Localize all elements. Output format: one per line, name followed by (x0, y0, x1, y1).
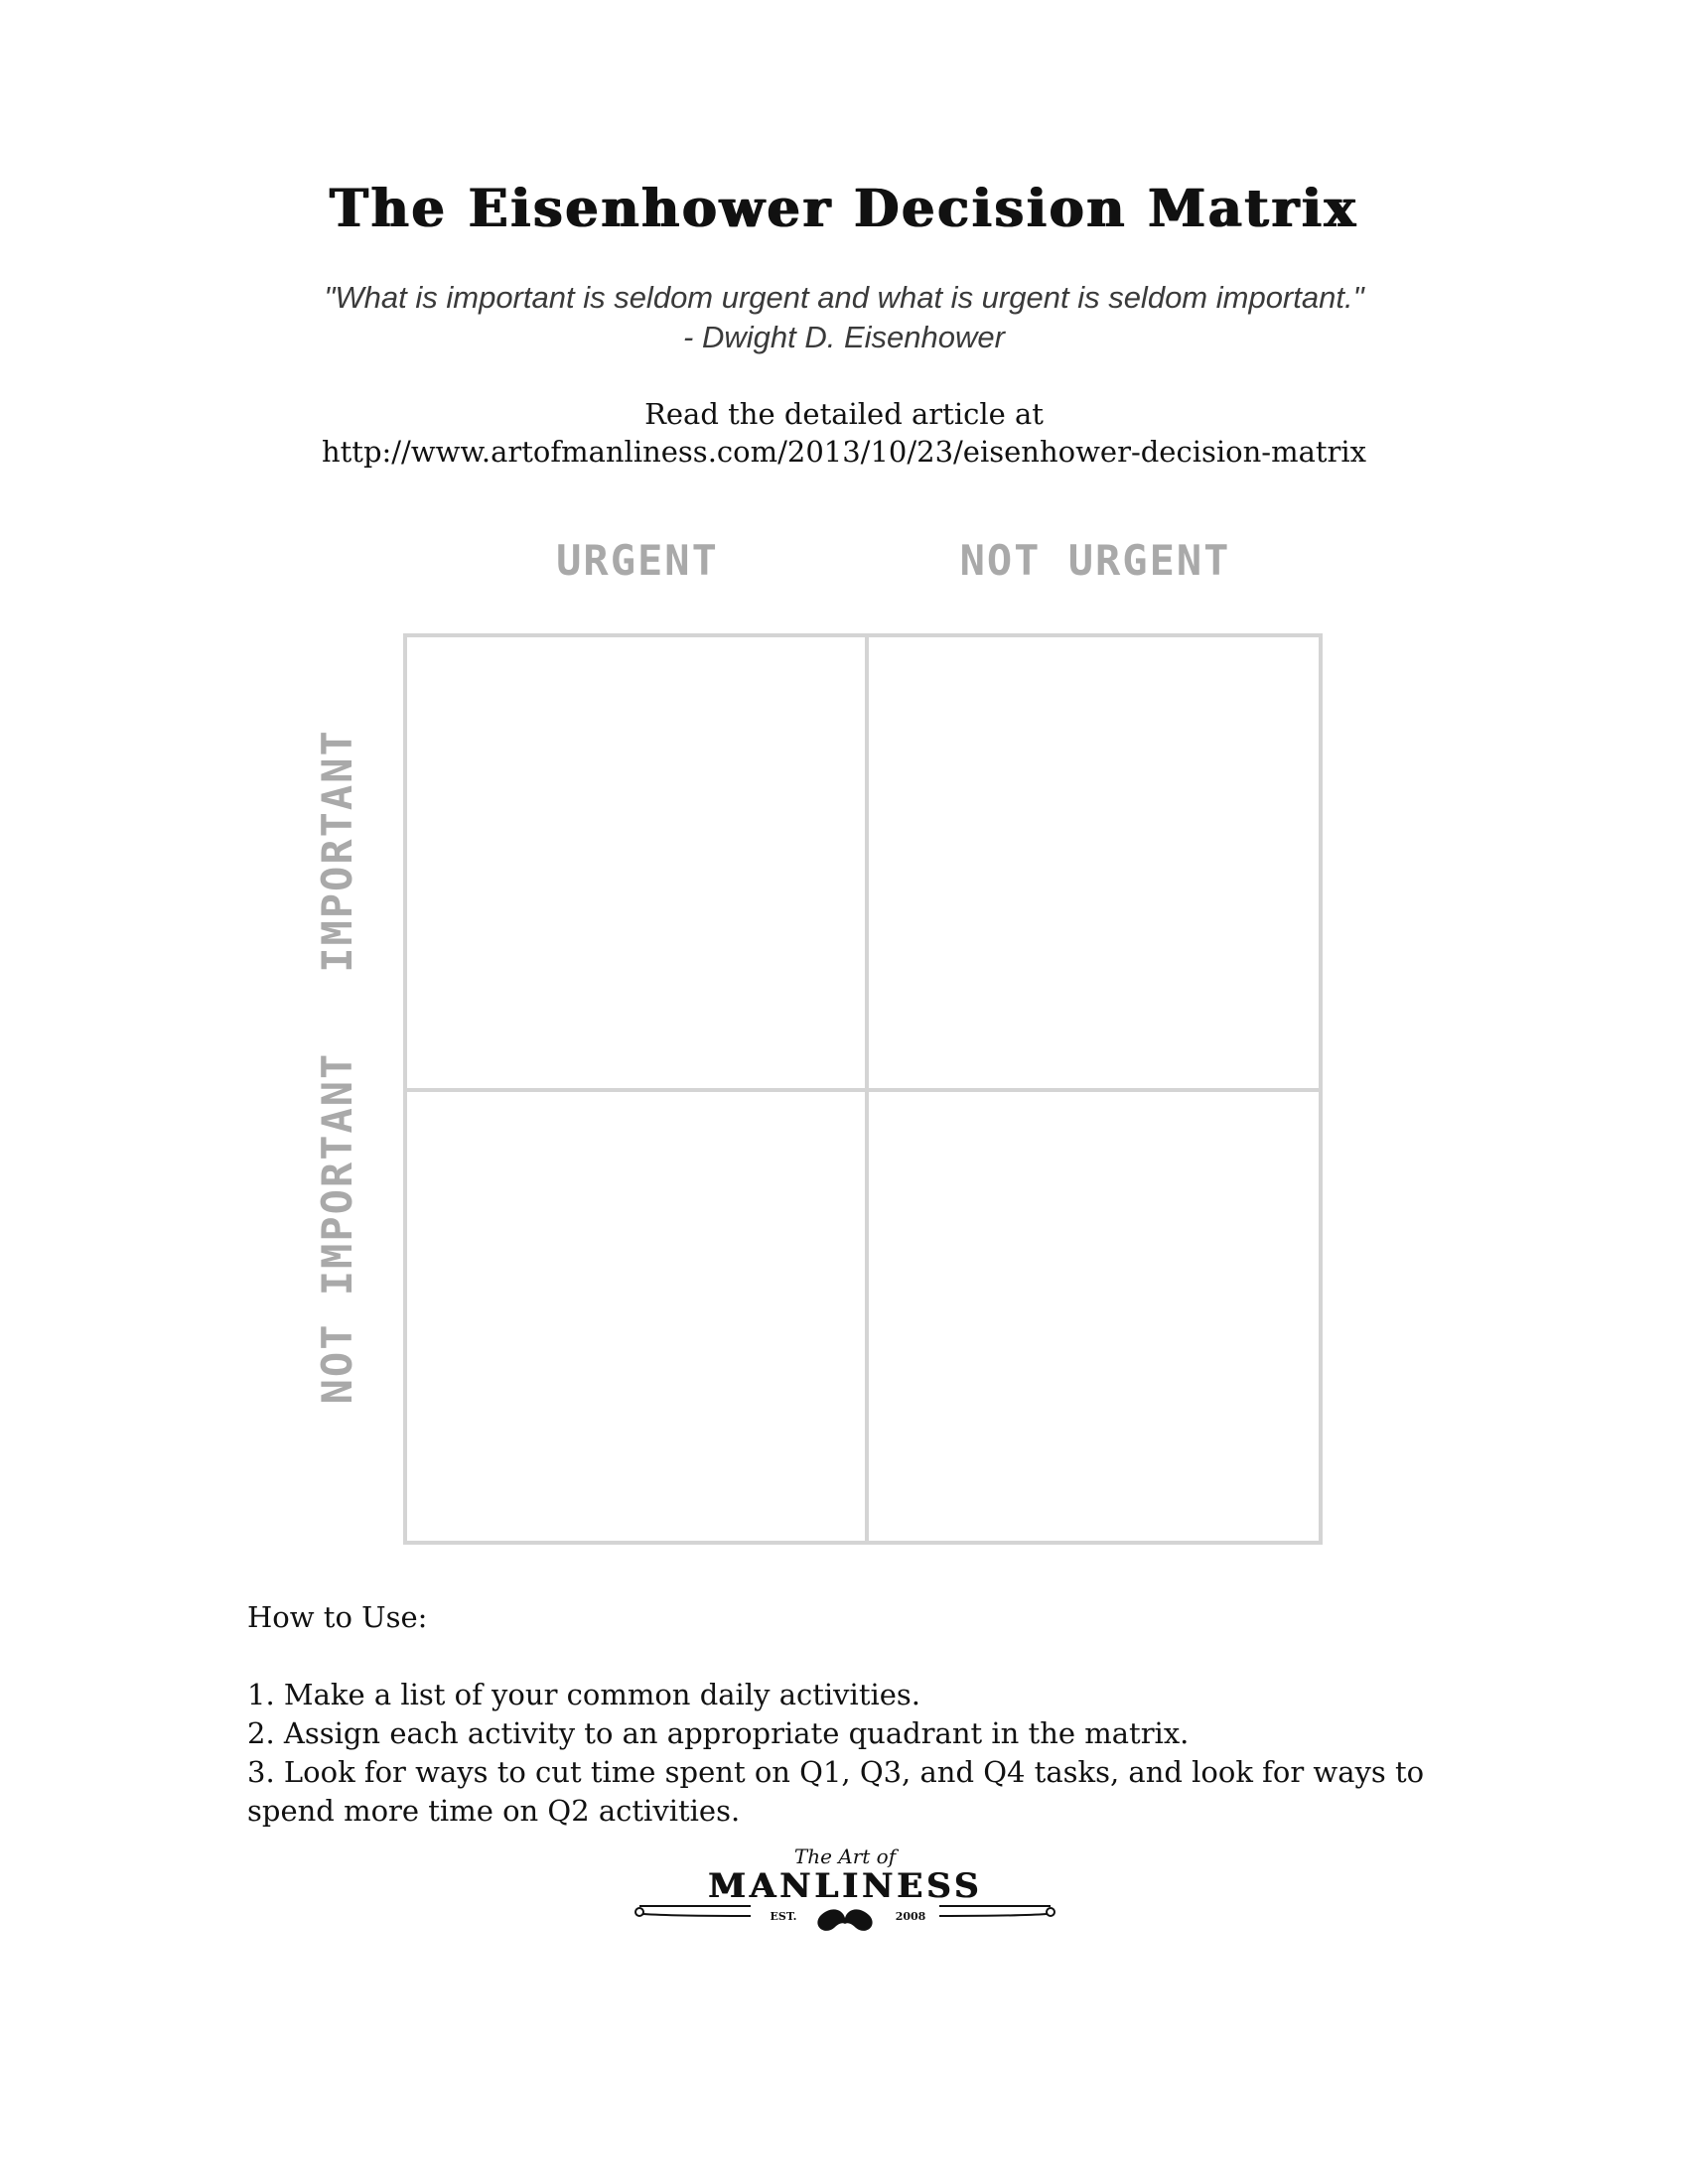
row-label-important: IMPORTANT (313, 729, 361, 973)
how-to-use-heading: How to Use: (247, 1600, 428, 1634)
step-item: 2. Assign each activity to an appropriate quadrant in the matrix. (247, 1716, 1190, 1750)
step-item: 3. Look for ways to cut time spent on Q1, Q3, and Q4 tasks, and look for ways to spend more time on Q2 activities. (247, 1755, 1425, 1828)
article-url[interactable]: http://www.artofmanliness.com/2013/10/23/eisenhower-decision-matrix (321, 435, 1367, 469)
mustache-ornament-icon (632, 1902, 1058, 1944)
quote-author: - Dwight D. Eisenhower (683, 320, 1005, 354)
logo-year-text: 2008 (895, 1910, 926, 1923)
art-of-manliness-logo (632, 1844, 1058, 1944)
logo-script-text: The Art of (793, 1844, 897, 1868)
column-label-urgent: URGENT (556, 536, 719, 585)
quote-text: "What is important is seldom urgent and what is urgent is seldom important." (324, 280, 1364, 315)
page-title: The Eisenhower Decision Matrix (330, 179, 1358, 239)
quadrant-q1[interactable] (407, 637, 865, 1088)
quadrant-q3[interactable] (407, 1092, 865, 1541)
decision-matrix-grid (403, 633, 1323, 1545)
how-to-use-steps (247, 1676, 1439, 1831)
logo-wordmark: MANLINESS (707, 1866, 983, 1906)
row-label-not-important: NOT IMPORTANT (313, 1051, 361, 1405)
quadrant-q4[interactable] (869, 1092, 1319, 1541)
matrix-horizontal-divider (407, 1088, 1319, 1092)
column-label-not-urgent: NOT URGENT (959, 536, 1231, 585)
article-intro: Read the detailed article at (644, 397, 1044, 431)
quadrant-q2[interactable] (869, 637, 1319, 1088)
step-item: 1. Make a list of your common daily activities. (247, 1678, 921, 1711)
logo-est-text: EST. (770, 1910, 797, 1923)
